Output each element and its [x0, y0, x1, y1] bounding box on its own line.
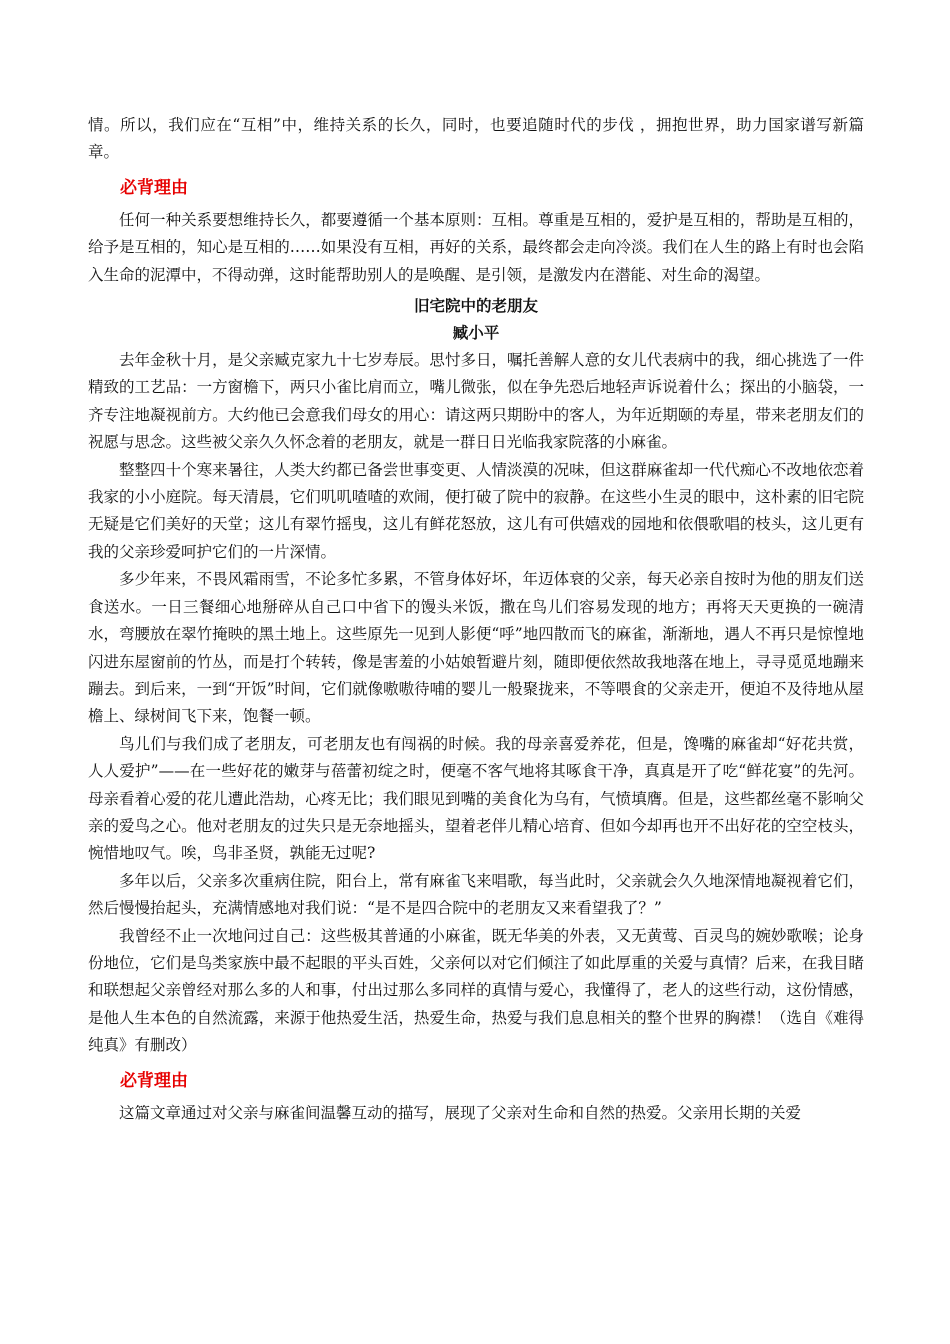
document-page: [88, 112, 864, 1127]
article-paragraph-5: 多年以后，父亲多次重病住院，阳台上，常有麻雀飞来唱歌，每当此时，父亲就会久久地深情地凝视着它们，然后慢慢抬起头，充满情感地对我们说：“是不是四合院中的老朋友又来看望我了？”: [88, 871, 864, 918]
reason-paragraph-1: 任何一种关系要想维持长久，都要遵循一个基本原则：互相。尊重是互相的，爱护是互相的，帮助是互相的，给予是互相的，知心是互相的……如果没有互相，再好的关系，最终都会走向冷淡。我们在人生的路上有时也会陷入生命的泥潭中，不得动弹，这时能帮助别人的是唤醒、是引领，是激发内在潜能、对生命的渴望。: [88, 210, 864, 284]
article-paragraph-2: 整整四十个寒来暑往，人类大约都已备尝世事变更、人情淡漠的况味，但这群麻雀却一代代痴心不改地依恋着我家的小小庭院。每天清晨，它们叽叽喳喳的欢闹，便打破了院中的寂静。在这些小生灵的眼中，这朴素的旧宅院无疑是它们美好的天堂；这儿有翠竹摇曳，这儿有鲜花怒放，这儿有可供嬉戏的园地和依偎歌唱的枝头，这儿更有我的父亲珍爱呵护它们的一片深情。: [88, 460, 864, 561]
intro-closing-paragraph: 情。所以，我们应在“互相”中，维持关系的长久，同时，也要追随时代的步伐 ，拥抱世界，助力国家谱写新篇章。: [88, 116, 864, 162]
reason-paragraph-2: 这篇文章通过对父亲与麻雀间温馨互动的描写，展现了父亲对生命和自然的热爱。父亲用长期的关爱: [119, 1103, 802, 1122]
article-paragraph-3: 多少年来，不畏风霜雨雪，不论多忙多累，不管身体好坏，年迈体衰的父亲，每天必亲自按时为他的朋友们送食送水。一日三餐细心地掰碎从自己口中省下的馒头米饭，撒在鸟儿们容易发现的地方；再将天天更换的一碗清水，弯腰放在翠竹掩映的黑土地上。这些原先一见到人影便“呼”地四散而飞的麻雀，渐渐地，遇人不再只是惊惶地闪进东屋窗前的竹丛，而是打个转转，像是害羞的小姑娘暂避片刻，随即便依然故我地落在地上，寻寻觅觅地蹦来蹦去。到后来，一到“开饭”时间，它们就像嗷嗷待哺的婴儿一般聚拢来，不等喂食的父亲走开，便迫不及待地从屋檐上、绿树间飞下来，饱餐一顿。: [88, 570, 864, 726]
article-paragraph-6: 我曾经不止一次地问过自己：这些极其普通的小麻雀，既无华美的外表，又无黄莺、百灵鸟的婉妙歌喉；论身份地位，它们是鸟类家族中最不起眼的平头百姓，父亲何以对它们倾注了如此厚重的关爱与真情？后来，在我目睹和联想起父亲曾经对那么多的人和事，付出过那么多同样的真情与爱心，我懂得了，老人的这些行动，这份情感，是他人生本色的自然流露，来源于他热爱生活，热爱生命，热爱与我们息息相关的整个世界的胸襟！（选自《难得纯真》有删改）: [88, 926, 864, 1055]
article-author: 臧小平: [452, 324, 500, 343]
article-title: 旧宅院中的老朋友: [413, 297, 538, 316]
reason-heading-1: 必背理由: [120, 177, 188, 198]
article-paragraph-1: 去年金秋十月，是父亲臧克家九十七岁寿辰。思忖多日，嘱托善解人意的女儿代表病中的我，细心挑选了一件精致的工艺品：一方窗檐下，两只小雀比肩而立，嘴儿微张，似在争先恐后地轻声诉说着什么；探出的小脑袋，一齐专注地凝视前方。大约他已会意我们母女的用心：请这两只期盼中的客人，为年近期颐的寿星，带来老朋友们的祝愿与思念。这些被父亲久久怀念着的老朋友，就是一群日日光临我家院落的小麻雀。: [88, 351, 864, 452]
reason-heading-2: 必背理由: [120, 1070, 188, 1091]
article-paragraph-4: 鸟儿们与我们成了老朋友，可老朋友也有闯祸的时候。我的母亲喜爱养花，但是，馋嘴的麻雀却“好花共赏，人人爱护”——在一些好花的嫩芽与蓓蕾初绽之时，便毫不客气地将其啄食干净，真真是开了吃“鲜花宴”的先河。母亲看着心爱的花儿遭此浩劫，心疼无比；我们眼见到嘴的美食化为乌有，气愤填膺。但是，这些都丝毫不影响父亲的爱鸟之心。他对老朋友的过失只是无奈地摇头，望着老伴儿精心培育、但如今却再也开不出好花的空空枝头，惋惜地叹气。唉，鸟非圣贤，孰能无过呢?: [88, 734, 864, 863]
